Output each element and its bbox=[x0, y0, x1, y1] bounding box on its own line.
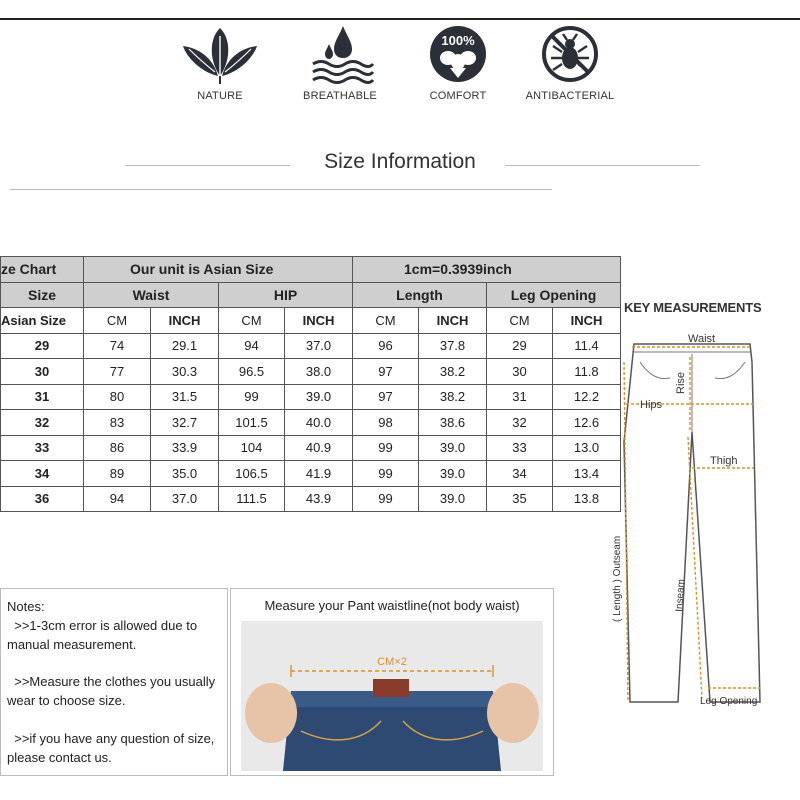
jeans-measurement-diagram bbox=[600, 322, 800, 712]
value-cell: 32.7 bbox=[151, 410, 219, 436]
feature-label: ANTIBACTERIAL bbox=[525, 90, 615, 102]
value-cell: 97 bbox=[353, 384, 419, 410]
value-cell: 39.0 bbox=[419, 435, 487, 461]
size-chart-table bbox=[0, 256, 621, 512]
value-cell: 97 bbox=[353, 359, 419, 385]
value-cell: 39.0 bbox=[419, 486, 487, 512]
group-header-leg-opening: Leg Opening bbox=[487, 282, 621, 308]
note-item: >>Measure the clothes you usually wear to choose size. bbox=[7, 674, 219, 708]
value-cell: 99 bbox=[353, 461, 419, 487]
unit-inch: INCH bbox=[151, 308, 219, 334]
value-cell: 12.2 bbox=[553, 384, 621, 410]
measure-caption: Measure your Pant waistline(not body waist) bbox=[264, 598, 520, 613]
value-cell: 40.9 bbox=[285, 435, 353, 461]
value-cell: 99 bbox=[353, 435, 419, 461]
value-cell: 31 bbox=[487, 384, 553, 410]
value-cell: 34 bbox=[487, 461, 553, 487]
value-cell: 35 bbox=[487, 486, 553, 512]
value-cell: 96 bbox=[353, 333, 419, 359]
value-cell: 38.2 bbox=[419, 384, 487, 410]
no-bug-icon bbox=[529, 24, 611, 86]
value-cell: 96.5 bbox=[219, 359, 285, 385]
table-row bbox=[1, 486, 621, 512]
value-cell: 13.0 bbox=[553, 435, 621, 461]
conversion-note: 1cm=0.3939inch bbox=[353, 257, 621, 283]
leaves-icon bbox=[179, 24, 261, 86]
table-unit-row bbox=[1, 308, 621, 334]
size-cell: 31 bbox=[1, 384, 84, 410]
brand-patch bbox=[373, 679, 409, 697]
value-cell: 98 bbox=[353, 410, 419, 436]
unit-inch: INCH bbox=[285, 308, 353, 334]
value-cell: 29 bbox=[487, 333, 553, 359]
cotton-flower-icon bbox=[417, 24, 499, 86]
value-cell: 41.9 bbox=[285, 461, 353, 487]
feature-label: NATURE bbox=[197, 90, 243, 102]
value-cell: 43.9 bbox=[285, 486, 353, 512]
table-row bbox=[1, 410, 621, 436]
value-cell: 35.0 bbox=[151, 461, 219, 487]
unit-inch: INCH bbox=[419, 308, 487, 334]
group-header-hip: HIP bbox=[219, 282, 353, 308]
value-cell: 30 bbox=[487, 359, 553, 385]
size-cell: 32 bbox=[1, 410, 84, 436]
top-divider bbox=[0, 18, 800, 20]
table-title-row bbox=[1, 257, 621, 283]
waist-label: Waist bbox=[688, 333, 716, 345]
value-cell: 37.0 bbox=[285, 333, 353, 359]
group-header-length: Length bbox=[353, 282, 487, 308]
size-header: Size bbox=[1, 282, 84, 308]
value-cell: 80 bbox=[84, 384, 151, 410]
section-title: Size Information bbox=[324, 150, 476, 173]
size-cell: 36 bbox=[1, 486, 84, 512]
measure-box bbox=[230, 588, 554, 776]
water-drop-icon bbox=[299, 24, 381, 86]
unit-cm: CM bbox=[219, 308, 285, 334]
value-cell: 13.4 bbox=[553, 461, 621, 487]
note-item: >>1-3cm error is allowed due to manual measurement. bbox=[7, 618, 201, 652]
value-cell: 13.8 bbox=[553, 486, 621, 512]
size-cell: 29 bbox=[1, 333, 84, 359]
unit-note: Our unit is Asian Size bbox=[84, 257, 353, 283]
table-group-row bbox=[1, 282, 621, 308]
value-cell: 83 bbox=[84, 410, 151, 436]
value-cell: 104 bbox=[219, 435, 285, 461]
value-cell: 12.6 bbox=[553, 410, 621, 436]
hips-label: Hips bbox=[640, 399, 663, 411]
comfort-badge: 100% bbox=[441, 33, 475, 48]
value-cell: 11.8 bbox=[553, 359, 621, 385]
unit-cm: CM bbox=[487, 308, 553, 334]
value-cell: 106.5 bbox=[219, 461, 285, 487]
rise-label: Rise bbox=[675, 371, 687, 394]
right-hand bbox=[487, 683, 539, 743]
size-cell: 30 bbox=[1, 359, 84, 385]
leg-opening-label: Leg Opening bbox=[700, 696, 758, 707]
size-cell: 34 bbox=[1, 461, 84, 487]
feature-breathable bbox=[285, 24, 395, 102]
value-cell: 99 bbox=[219, 384, 285, 410]
value-cell: 89 bbox=[84, 461, 151, 487]
feature-comfort bbox=[403, 24, 513, 102]
value-cell: 38.6 bbox=[419, 410, 487, 436]
table-row bbox=[1, 435, 621, 461]
left-hand bbox=[245, 683, 297, 743]
value-cell: 30.3 bbox=[151, 359, 219, 385]
table-row bbox=[1, 384, 621, 410]
value-cell: 37.0 bbox=[151, 486, 219, 512]
unit-inch: INCH bbox=[553, 308, 621, 334]
asian-size-label: Asian Size bbox=[1, 308, 84, 334]
table-row bbox=[1, 333, 621, 359]
value-cell: 38.0 bbox=[285, 359, 353, 385]
value-cell: 11.4 bbox=[553, 333, 621, 359]
feature-antibacterial bbox=[515, 24, 625, 102]
value-cell: 37.8 bbox=[419, 333, 487, 359]
note-item: >>if you have any question of size, please contact us. bbox=[7, 731, 219, 765]
table-row bbox=[1, 359, 621, 385]
feature-label: COMFORT bbox=[429, 90, 487, 102]
key-measurements-title: KEY MEASUREMENTS bbox=[624, 300, 762, 315]
value-cell: 33 bbox=[487, 435, 553, 461]
value-cell: 38.2 bbox=[419, 359, 487, 385]
chart-title: ze Chart bbox=[1, 257, 84, 283]
value-cell: 86 bbox=[84, 435, 151, 461]
feature-nature bbox=[165, 24, 275, 102]
tape-label: CM×2 bbox=[377, 656, 407, 668]
value-cell: 39.0 bbox=[285, 384, 353, 410]
feature-label: BREATHABLE bbox=[303, 90, 377, 102]
value-cell: 94 bbox=[219, 333, 285, 359]
notes-box bbox=[0, 588, 228, 776]
measure-photo bbox=[231, 621, 553, 771]
title-underline bbox=[10, 189, 552, 190]
inseam-label: Inseam bbox=[674, 578, 688, 613]
value-cell: 39.0 bbox=[419, 461, 487, 487]
table-row bbox=[1, 461, 621, 487]
outseam-label: ( Length ) Outseam bbox=[612, 535, 623, 622]
size-cell: 33 bbox=[1, 435, 84, 461]
value-cell: 74 bbox=[84, 333, 151, 359]
value-cell: 32 bbox=[487, 410, 553, 436]
value-cell: 40.0 bbox=[285, 410, 353, 436]
value-cell: 33.9 bbox=[151, 435, 219, 461]
unit-cm: CM bbox=[84, 308, 151, 334]
value-cell: 77 bbox=[84, 359, 151, 385]
value-cell: 101.5 bbox=[219, 410, 285, 436]
value-cell: 94 bbox=[84, 486, 151, 512]
value-cell: 31.5 bbox=[151, 384, 219, 410]
value-cell: 99 bbox=[353, 486, 419, 512]
unit-cm: CM bbox=[353, 308, 419, 334]
group-header-waist: Waist bbox=[84, 282, 219, 308]
value-cell: 111.5 bbox=[219, 486, 285, 512]
value-cell: 29.1 bbox=[151, 333, 219, 359]
thigh-label: Thigh bbox=[710, 455, 738, 467]
notes-heading: Notes: bbox=[7, 599, 45, 614]
